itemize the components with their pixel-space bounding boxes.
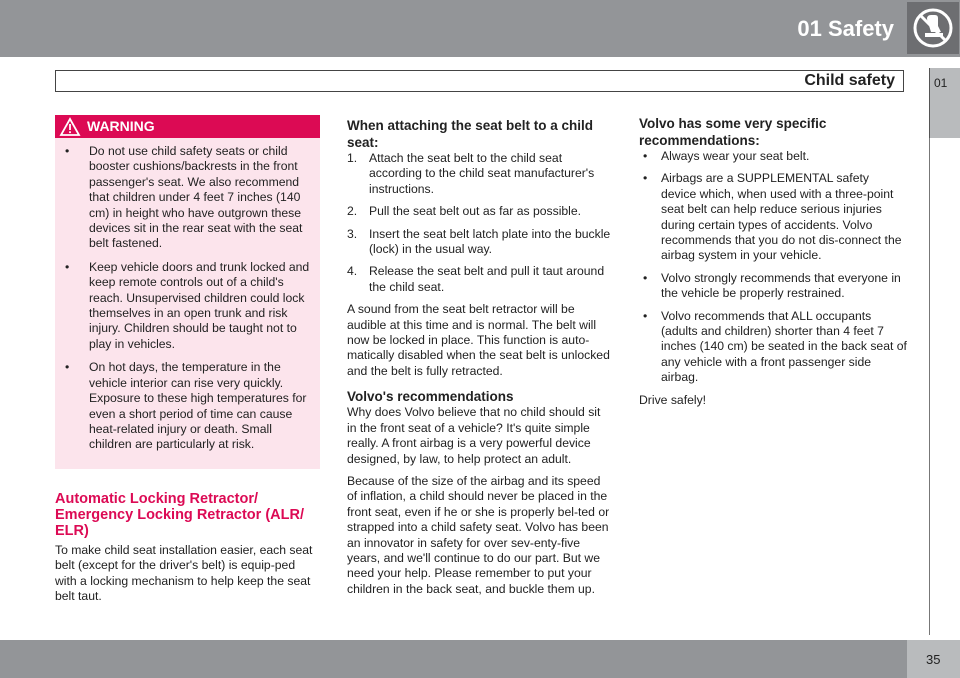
footer-bar (0, 640, 960, 678)
chapter-side-tab (929, 68, 960, 138)
attaching-steps (347, 151, 613, 295)
volvo-recommendations-heading: Volvo's recommendations (347, 389, 514, 405)
no-child-seat-icon (907, 2, 959, 54)
closing-text: Drive safely! (639, 392, 707, 407)
volvo-recommendations-para-2: Because of the size of the airbag and its speed of inflation, a child should never be placed in the front seat, even if he or she is properly bel-ted or strapped into a child safety seat. Volvo has been an innovator in safety for over sev-enty-five years, and we'll continue to do our part. But we need your help. Please remember to put your children in the back seat, and buckle them up. (347, 473, 610, 596)
specific-recommendations-list (639, 149, 907, 386)
list-item: • Volvo strongly recommends that everyone in the vehicle be properly restrained. (639, 271, 907, 302)
section-header-bar (55, 70, 904, 92)
specific-recommendations-heading: Volvo has some very specific recommendations: (639, 116, 827, 148)
page-number: 35 (926, 652, 941, 667)
side-divider (929, 138, 930, 635)
attaching-body: A sound from the seat belt retractor will be audible at this time and is normal. The belt will now be locked in place. This function is auto-matically disabled when the seat belt is unlocked and the belt is fully retracted. (347, 302, 610, 378)
list-item: 4. Release the seat belt and pull it taut around the child seat. (347, 264, 605, 294)
list-item: • On hot days, the temperature in the vehicle interior can rise very quickly. Exposure to these high temperatures for even a short period of time can cause heat-related injury or death. Small children are particularly at risk. (55, 360, 316, 452)
warning-header (55, 115, 320, 138)
column-right (639, 115, 907, 415)
column-left (55, 115, 320, 611)
warning-label: WARNING (87, 118, 155, 134)
section-title: Child safety (804, 72, 895, 89)
alr-heading: Automatic Locking Retractor/ Emergency Locking Retractor (ALR/ ELR) (55, 490, 304, 539)
warning-box (55, 115, 320, 469)
side-tab-label: 01 (934, 76, 948, 90)
volvo-recommendations-para-1: Why does Volvo believe that no child should sit in the front seat of a vehicle? It's quite simple really. A front airbag is a very powerful device designed, by law, to help protect an adult. (347, 405, 601, 466)
list-item: 1. Attach the seat belt to the child seat according to the child seat manufacturer's instructions. (347, 151, 595, 196)
list-item: • Airbags are a SUPPLEMENTAL safety device which, when used with a three-point seat belt can help reduce serious injuries during certain types of accidents. Volvo recommends that you do not dis-connect the airbag system in your vehicle. (639, 171, 907, 263)
list-item: • Do not use child safety seats or child booster cushions/backrests in the front passenger's seat. We also recommend that children under 4 feet 7 inches (140 cm) in height who have outgrown these devices sit in the rear seat with the seat belt fastened. (55, 144, 316, 252)
alr-body: To make child seat installation easier, each seat belt (except for the driver's belt) is equip-ped with a locking mechanism to help keep the seat belt taut. (55, 542, 313, 603)
warning-triangle-icon (59, 117, 81, 137)
warning-list (55, 138, 320, 453)
list-item: 3. Insert the seat belt latch plate into the buckle (lock) in the usual way. (347, 226, 611, 257)
list-item: 2. Pull the seat belt out as far as possible. (347, 204, 582, 219)
list-item: • Keep vehicle doors and trunk locked and keep remote controls out of a child's reach. Unsupervised children could lock themselves in an open trunk and risk injury. Children should be taught not to play in vehicles. (55, 260, 316, 352)
chapter-title: 01 Safety (797, 16, 894, 41)
list-item: • Volvo recommends that ALL occupants (adults and children) shorter than 4 feet 7 inches (140 cm) be seated in the back seat of any vehicle with a front passenger side airbag. (639, 309, 907, 386)
list-item: • Always wear your seat belt. (639, 149, 907, 164)
column-middle (347, 115, 613, 604)
attaching-heading: When attaching the seat belt to a child seat: (347, 118, 594, 150)
